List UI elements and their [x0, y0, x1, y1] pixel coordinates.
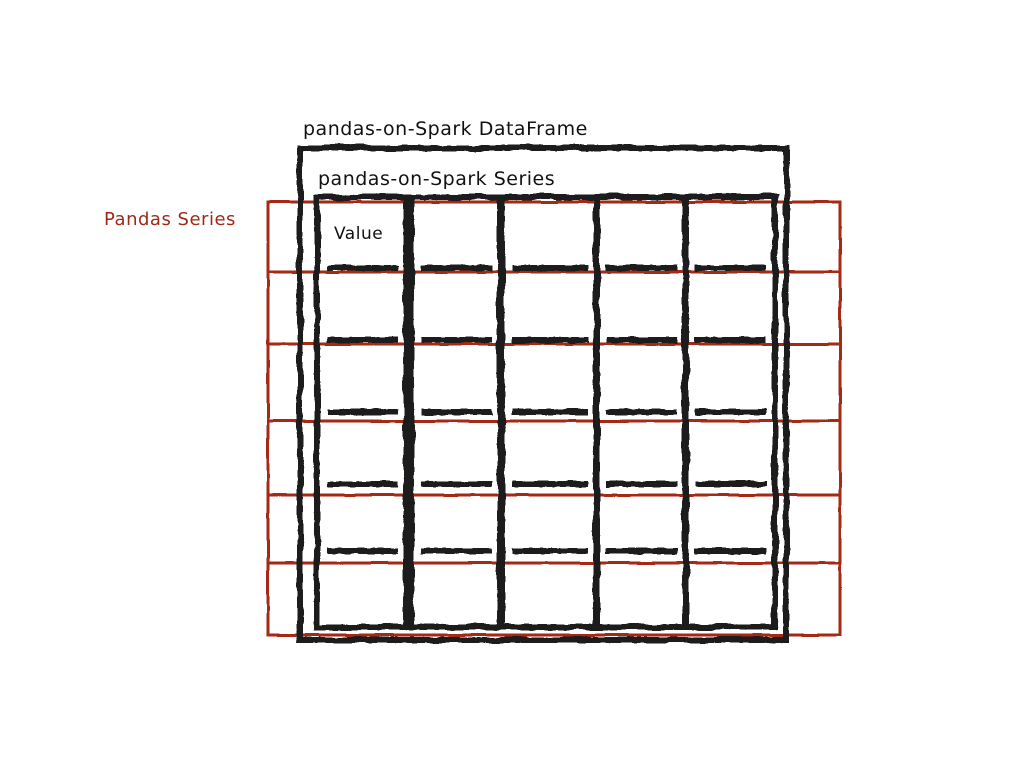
spark-series-label: pandas-on-Spark Series [318, 168, 556, 190]
pandas-series-row-2 [268, 272, 840, 344]
cell-divider-group [327, 268, 766, 551]
pandas-series-label: Pandas Series [104, 209, 236, 230]
dataframe-label: pandas-on-Spark DataFrame [303, 118, 588, 140]
value-label: Value [334, 224, 384, 244]
dataframe-outer-box [300, 148, 786, 640]
